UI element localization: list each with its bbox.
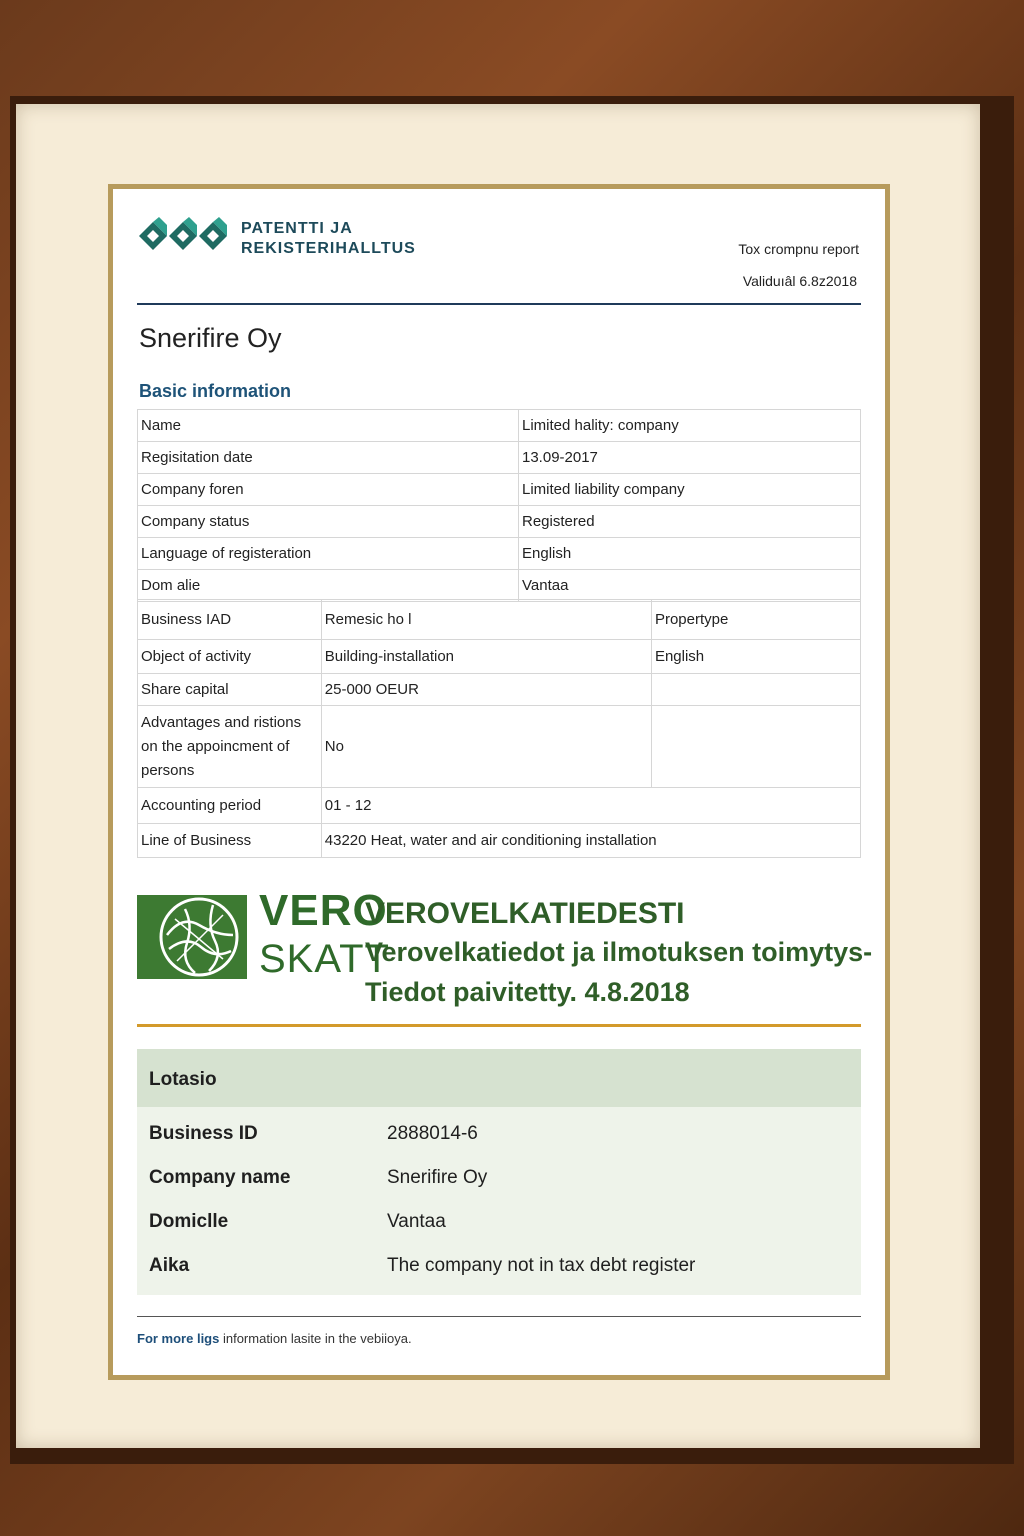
- table-row: [138, 442, 861, 474]
- row-value: 13.09-2017: [519, 442, 861, 474]
- table-row: [138, 706, 861, 788]
- row-label: Language of registeration: [138, 538, 519, 570]
- table-row: [138, 600, 861, 640]
- row-value: English: [519, 538, 861, 570]
- tax-row-label: Business ID: [149, 1123, 258, 1144]
- org-name: [241, 219, 416, 259]
- footer-link[interactable]: For more ligs: [137, 1331, 220, 1346]
- table-row: [138, 570, 861, 602]
- vero-logo-word: VERO: [259, 886, 388, 935]
- company-title: Snerifire Oy: [139, 323, 282, 353]
- extended-info-table: [137, 599, 861, 858]
- tax-row-label: Domiclle: [149, 1211, 229, 1232]
- tax-row-value: Vantaa: [387, 1211, 446, 1232]
- row-value: Remesic ho l: [321, 600, 651, 640]
- tax-debt-box: [137, 1049, 861, 1295]
- tax-row-value: The company not in tax debt register: [387, 1255, 696, 1276]
- table-row: [138, 506, 861, 538]
- org-name-line2: REKISTERIHALLTUS: [241, 240, 416, 257]
- table-row: [138, 474, 861, 506]
- section-divider: [137, 1024, 861, 1027]
- prh-logo-icon: [137, 211, 229, 261]
- row-label: Dom alie: [138, 570, 519, 602]
- table-row: [138, 788, 861, 824]
- row-value: Vantaa: [519, 570, 861, 602]
- row-extra: Propertype: [651, 600, 860, 640]
- row-value: 01 - 12: [321, 788, 860, 824]
- tax-box-title: Lotasio: [149, 1069, 217, 1090]
- row-label: Regisitation date: [138, 442, 519, 474]
- report-valid-date: Validuıâl 6.8z2018: [742, 273, 857, 289]
- footer-note: [137, 1331, 412, 1346]
- table-row: [138, 824, 861, 858]
- vero-heading: VEROVELKATIEDESTI: [365, 897, 685, 930]
- document: [113, 189, 885, 1375]
- table-row: [138, 640, 861, 674]
- row-label: Accounting period: [138, 788, 322, 824]
- row-label: Company status: [138, 506, 519, 538]
- footer-text: information lasite in the vebiioya.: [219, 1331, 412, 1346]
- tax-row-value: 2888014-6: [387, 1123, 478, 1144]
- row-extra: English: [651, 640, 860, 674]
- row-value: Limited liability company: [519, 474, 861, 506]
- row-value: Registered: [519, 506, 861, 538]
- skatt-logo-word: SKATT: [259, 937, 390, 981]
- row-label: Object of activity: [138, 640, 322, 674]
- row-label: Company foren: [138, 474, 519, 506]
- table-row: [138, 674, 861, 706]
- tax-row: [137, 1207, 861, 1237]
- vero-subheading: Verovelkatiedot ja ilmotuksen toimytys-: [365, 937, 873, 967]
- table-row: [138, 410, 861, 442]
- tax-row-value: Snerifire Oy: [387, 1167, 488, 1188]
- tax-row: [137, 1119, 861, 1149]
- row-label: Business IAD: [138, 600, 322, 640]
- vero-updated-date: Tiedot paivitetty. 4.8.2018: [365, 977, 690, 1007]
- table-row: [138, 538, 861, 570]
- tax-box-header: [137, 1049, 861, 1107]
- row-value: 43220 Heat, water and air conditioning installation: [321, 824, 860, 858]
- footer-divider: [137, 1316, 861, 1317]
- basic-info-table: [137, 409, 861, 602]
- row-value: No: [321, 706, 651, 788]
- tax-row-label: Company name: [149, 1167, 291, 1188]
- row-value: Limited hality: company: [519, 410, 861, 442]
- row-extra: [651, 706, 860, 788]
- row-value: 25-000 OEUR: [321, 674, 651, 706]
- row-label: Advantages and ristions on the appoincment of persons: [138, 706, 322, 788]
- vero-emblem-icon: [137, 895, 247, 979]
- row-value: Building-installation: [321, 640, 651, 674]
- row-label: Name: [138, 410, 519, 442]
- tax-row: [137, 1163, 861, 1193]
- tax-row: [137, 1251, 861, 1281]
- row-label: Line of Business: [138, 824, 322, 858]
- row-label: Share capital: [138, 674, 322, 706]
- row-extra: [651, 674, 860, 706]
- basic-info-heading: Basic information: [139, 381, 292, 401]
- org-name-line1: PATENTTI JA: [241, 220, 353, 237]
- header-divider: [137, 303, 861, 305]
- report-title: Tox crompnu report: [738, 241, 859, 257]
- tax-row-label: Aika: [149, 1255, 190, 1276]
